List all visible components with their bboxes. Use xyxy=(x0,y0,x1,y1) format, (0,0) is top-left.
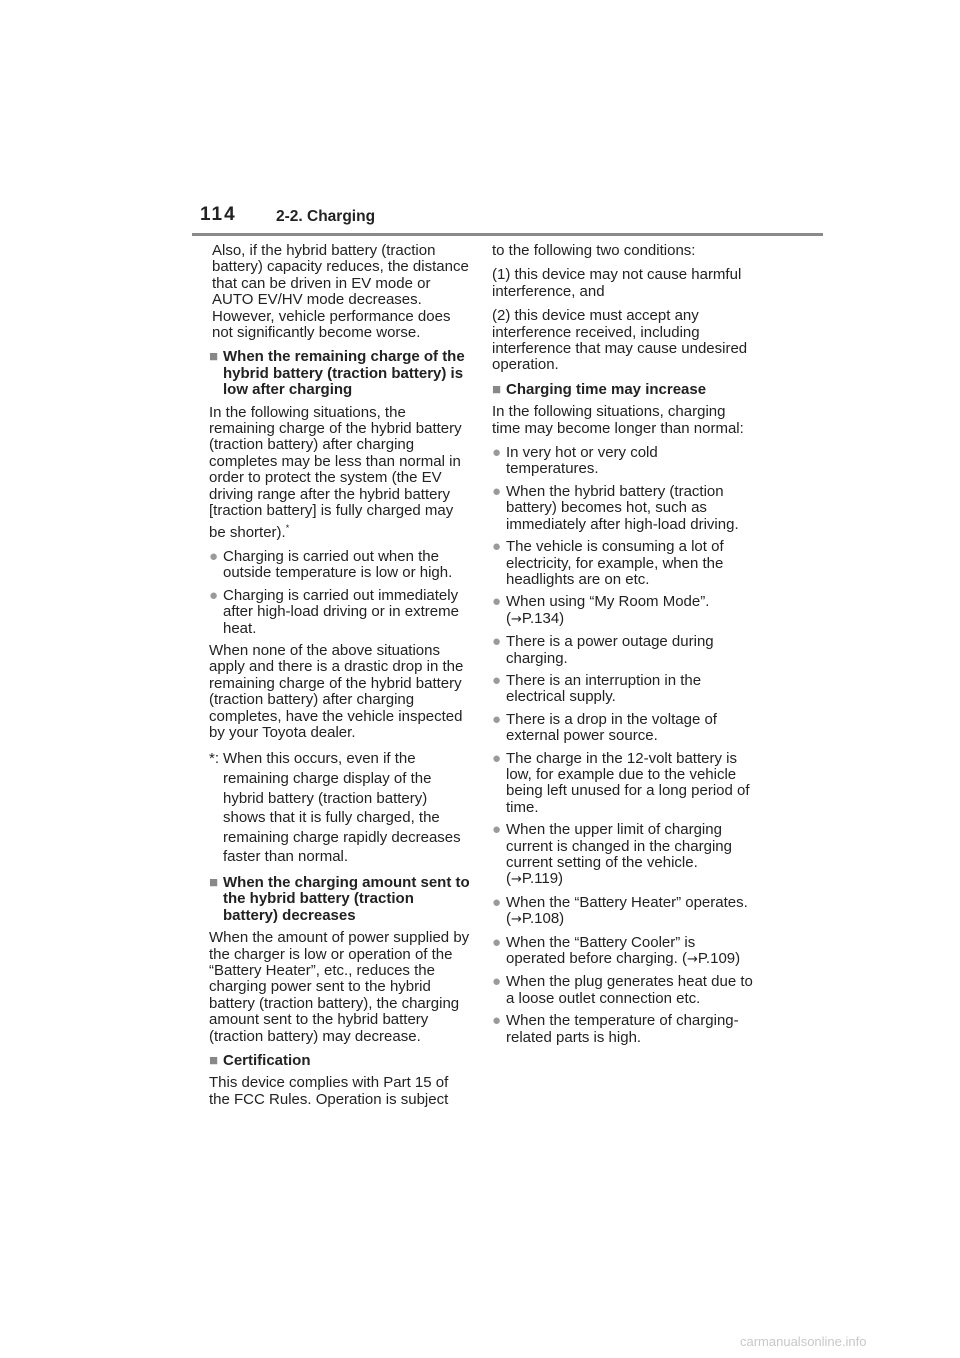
condition-2: (2) this device must accept any interference received, including interference that may cause undesired operation. xyxy=(492,307,748,374)
footnote xyxy=(209,749,471,867)
list-item-text: There is an interruption in the electrical supply. xyxy=(506,671,702,706)
list-item-text: When the upper limit of charging current is changed in the charging current setting of the vehicle. (→P.119) xyxy=(506,821,732,888)
header-divider xyxy=(192,233,823,236)
list-item-text: There is a power outage during charging. xyxy=(506,633,714,667)
arrow-right-icon: → xyxy=(511,611,522,627)
list-item xyxy=(492,594,754,628)
circle-bullet-icon: ● xyxy=(492,482,502,500)
page-reference-link[interactable]: P.109) xyxy=(697,950,741,968)
page-number: 114 xyxy=(200,204,237,225)
list-item xyxy=(492,539,754,588)
condition-1: (1) this device may not cause harmful interference, and xyxy=(492,266,742,300)
low-charge-paragraph: In the following situations, the remaining charge of the hybrid battery (traction battery) after charging completes may be less than normal in order to protect the system (the EV driving range after the hybrid battery [traction battery] is fully charged may be shorter).* xyxy=(209,403,462,541)
heading-text: When the remaining charge of the hybrid battery (traction battery) is low after charging xyxy=(223,348,465,399)
charging-amount-paragraph: When the amount of power supplied by the charger is low or operation of the “Battery Heater”, etc., reduces the charging power sent to the hybrid battery (traction battery), the charging amount sent to the hybrid battery (traction battery) may decrease. xyxy=(209,929,470,1045)
list-item-text: When the “Battery Heater” operates. (→P.108) xyxy=(506,893,748,928)
arrow-right-icon: → xyxy=(511,872,522,888)
list-item xyxy=(492,751,754,817)
circle-bullet-icon: ● xyxy=(492,444,502,462)
arrow-right-icon: → xyxy=(511,912,522,928)
certification-paragraph: This device complies with Part 15 of the FCC Rules. Operation is subject xyxy=(209,1074,449,1108)
list-item-text: When the temperature of charging-related parts is high. xyxy=(506,1012,739,1046)
list-item-text: When the hybrid battery (traction battery) becomes hot, such as immediately after high-load driving. xyxy=(506,482,739,533)
heading-low-charge xyxy=(209,349,471,398)
circle-bullet-icon: ● xyxy=(492,593,502,611)
list-item xyxy=(492,484,754,533)
drastic-drop-paragraph: When none of the above situations apply and there is a drastic drop in the remaining charge of the hybrid battery (traction battery) after charging completes, have the vehicle inspected by your Toyota dealer. xyxy=(209,641,464,741)
list-item xyxy=(492,1013,754,1046)
list-item xyxy=(492,974,754,1007)
square-bullet-icon: ■ xyxy=(209,348,219,366)
heading-charging-time xyxy=(492,382,754,398)
circle-bullet-icon: ● xyxy=(492,671,502,689)
heading-text: When the charging amount sent to the hybrid battery (traction battery) decreases xyxy=(223,873,470,924)
square-bullet-icon: ■ xyxy=(492,380,502,398)
list-item: ● Charging is carried out when the outside temperature is low or high. xyxy=(209,547,453,582)
list-item xyxy=(492,634,754,667)
circle-bullet-icon: ● xyxy=(492,749,502,767)
continuation-paragraph: to the following two conditions: xyxy=(492,242,696,259)
circle-bullet-icon: ● xyxy=(492,933,502,951)
heading-charging-amount xyxy=(209,875,471,924)
list-item xyxy=(492,895,754,929)
page-header xyxy=(0,0,960,240)
section-title: 2-2. Charging xyxy=(276,208,376,225)
list-item-text: The vehicle is consuming a lot of electricity, for example, when the headlights are on etc. xyxy=(506,538,724,588)
circle-bullet-icon: ● xyxy=(492,973,502,991)
arrow-right-icon: → xyxy=(686,952,698,968)
list-item xyxy=(492,822,754,889)
charging-time-list xyxy=(492,445,754,1046)
circle-bullet-icon: ● xyxy=(492,633,502,651)
right-column xyxy=(492,243,754,1052)
square-bullet-icon: ■ xyxy=(209,1052,219,1069)
list-item xyxy=(492,712,754,745)
heading-text: Certification xyxy=(223,1052,311,1069)
circle-bullet-icon: ● xyxy=(209,547,219,565)
list-item-text: In very hot or very cold temperatures. xyxy=(506,444,658,478)
intro-paragraph: Also, if the hybrid battery (traction battery) capacity reduces, the distance that can be driven in EV mode or AUTO EV/HV mode decreases. However, vehicle performance does not significantly become worse. xyxy=(212,242,469,342)
footnote-mark: *: xyxy=(209,750,220,768)
page-reference-link[interactable]: P.134) xyxy=(521,609,565,627)
list-item: ● Charging is carried out immediately after high-load driving or in extreme heat. xyxy=(209,586,459,637)
list-item-text: There is a drop in the voltage of external power source. xyxy=(506,710,717,745)
square-bullet-icon: ■ xyxy=(209,873,219,891)
heading-text: Charging time may increase xyxy=(506,380,707,398)
charging-time-paragraph: In the following situations, charging time may become longer than normal: xyxy=(492,403,744,437)
footnote-text: When this occurs, even if the remaining charge display of the hybrid battery (traction battery) shows that it is fully charged, the remaining charge rapidly decreases faster than normal. xyxy=(223,750,461,866)
footnote-marker: * xyxy=(285,522,290,533)
circle-bullet-icon: ● xyxy=(492,710,502,728)
circle-bullet-icon: ● xyxy=(492,538,502,556)
list-item-text: When using “My Room Mode”. (→P.134) xyxy=(506,593,710,627)
list-item xyxy=(492,673,754,706)
circle-bullet-icon: ● xyxy=(209,586,219,604)
page-reference-link[interactable]: P.108) xyxy=(521,910,565,928)
watermark: carmanualsonline.info xyxy=(740,1334,867,1349)
circle-bullet-icon: ● xyxy=(492,1012,502,1030)
heading-certification xyxy=(209,1053,471,1069)
circle-bullet-icon: ● xyxy=(492,821,502,839)
list-item-text: When the plug generates heat due to a loose outlet connection etc. xyxy=(506,973,753,1007)
list-item-text: When the “Battery Cooler” is operated before charging. (→P.109) xyxy=(506,933,741,968)
list-item xyxy=(492,445,754,478)
list-item xyxy=(492,935,754,969)
list-item-text: The charge in the 12-volt battery is low, for example due to the vehicle being left unused for a long period of time. xyxy=(506,749,750,816)
left-column xyxy=(209,243,471,1116)
page-reference-link[interactable]: P.119) xyxy=(521,870,564,888)
circle-bullet-icon: ● xyxy=(492,893,502,911)
